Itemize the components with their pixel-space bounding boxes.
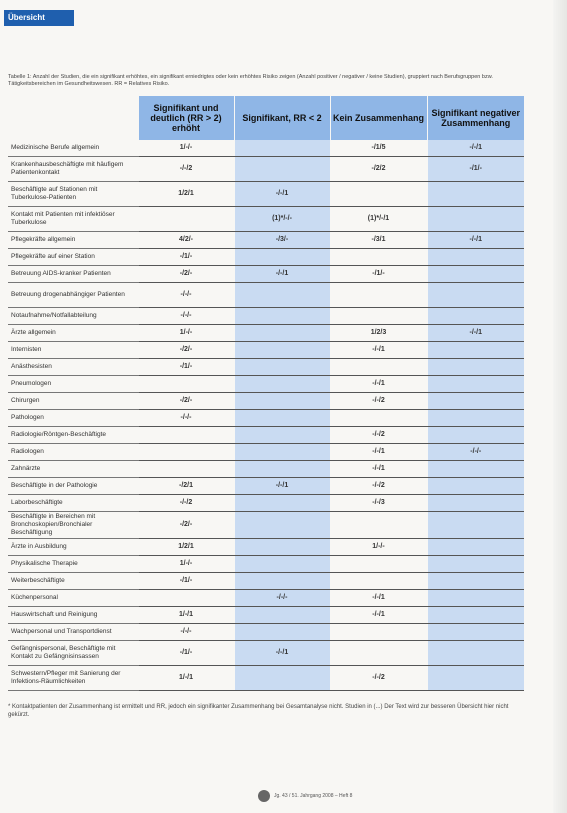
table-cell: -/-/2 xyxy=(138,157,234,182)
column-header: Signifikant und deutlich (RR > 2) erhöht xyxy=(138,96,234,140)
table-body xyxy=(8,140,524,691)
table-cell xyxy=(427,573,524,590)
section-tag: Übersicht xyxy=(4,10,74,26)
table-cell xyxy=(138,376,234,393)
table-row xyxy=(8,182,524,207)
table-cell: -/-/1 xyxy=(427,140,524,157)
row-label: Beschäftigte auf Stationen mit Tuberkulose-Patienten xyxy=(8,182,138,207)
table-cell: -/2/- xyxy=(138,393,234,410)
table-cell: -/-/1 xyxy=(330,376,427,393)
table-cell: -/-/1 xyxy=(330,590,427,607)
table-cell: -/-/- xyxy=(138,624,234,641)
table-row xyxy=(8,624,524,641)
table-cell xyxy=(234,376,330,393)
table-cell xyxy=(234,249,330,266)
table-cell xyxy=(234,666,330,691)
table-row xyxy=(8,359,524,376)
row-label: Pflegekräfte auf einer Station xyxy=(8,249,138,266)
table-cell xyxy=(138,444,234,461)
table-cell: -/-/1 xyxy=(330,461,427,478)
row-label: Beschäftigte in Bereichen mit Bronchoskopien/Bronchialer Beschäftigung xyxy=(8,512,138,539)
table-cell xyxy=(427,461,524,478)
table-row xyxy=(8,283,524,308)
page-number xyxy=(258,790,270,802)
table-cell: -/2/1 xyxy=(138,478,234,495)
table-cell: 1/2/3 xyxy=(330,325,427,342)
table-cell xyxy=(234,410,330,427)
page-edge xyxy=(553,0,567,813)
row-label: Wachpersonal und Transportdienst xyxy=(8,624,138,641)
table-cell: 1/2/1 xyxy=(138,539,234,556)
table-cell: -/-/2 xyxy=(138,495,234,512)
table-cell xyxy=(427,607,524,624)
row-label: Medizinische Berufe allgemein xyxy=(8,140,138,157)
table-cell xyxy=(427,359,524,376)
row-label: Pflegekräfte allgemein xyxy=(8,232,138,249)
row-label: Gefängnispersonal, Beschäftigte mit Kontakt zu Gefängnisinsassen xyxy=(8,641,138,666)
table-cell: -/-/2 xyxy=(330,393,427,410)
table-cell: 1/-/- xyxy=(138,140,234,157)
table-row xyxy=(8,140,524,157)
row-label: Pneumologen xyxy=(8,376,138,393)
table-cell: 1/-/- xyxy=(330,539,427,556)
table-cell: -/-/1 xyxy=(330,342,427,359)
table-cell xyxy=(234,512,330,539)
table-row xyxy=(8,573,524,590)
table-cell: (1)*/-/- xyxy=(234,207,330,232)
table-cell: -/1/- xyxy=(138,359,234,376)
table-cell: -/-/- xyxy=(234,590,330,607)
table-cell xyxy=(138,461,234,478)
table-cell xyxy=(234,157,330,182)
table-row xyxy=(8,539,524,556)
row-label: Chirurgen xyxy=(8,393,138,410)
table-cell xyxy=(234,427,330,444)
table-cell: 1/-/1 xyxy=(138,607,234,624)
table-cell: -/1/- xyxy=(138,641,234,666)
table-cell xyxy=(234,308,330,325)
row-label: Radiologen xyxy=(8,444,138,461)
table-row xyxy=(8,495,524,512)
table-cell xyxy=(330,308,427,325)
table-row xyxy=(8,427,524,444)
table-cell xyxy=(234,393,330,410)
table-cell xyxy=(330,359,427,376)
table-row xyxy=(8,393,524,410)
column-header: Kein Zusammenhang xyxy=(330,96,427,140)
journal-line: Jg. 43 / 51. Jahrgang 2008 – Heft 8 xyxy=(274,793,353,799)
row-label: Küchenpersonal xyxy=(8,590,138,607)
table-cell xyxy=(427,342,524,359)
header-blank xyxy=(8,96,138,140)
table-cell: 1/2/1 xyxy=(138,182,234,207)
row-label: Kontakt mit Patienten mit infektiöser Tuberkulose xyxy=(8,207,138,232)
row-label: Betreuung drogenabhängiger Patienten xyxy=(8,283,138,308)
table-cell xyxy=(330,283,427,308)
table-cell: -/2/- xyxy=(138,342,234,359)
table-cell xyxy=(234,539,330,556)
table-cell xyxy=(427,666,524,691)
table-cell xyxy=(427,207,524,232)
table-cell: -/3/1 xyxy=(330,232,427,249)
table-cell: -/1/5 xyxy=(330,140,427,157)
table-cell xyxy=(234,573,330,590)
page-footer xyxy=(258,790,352,802)
table-cell xyxy=(234,624,330,641)
table-cell xyxy=(427,182,524,207)
table-row xyxy=(8,325,524,342)
table-cell: -/2/- xyxy=(138,512,234,539)
table-cell xyxy=(427,308,524,325)
table-cell xyxy=(234,556,330,573)
table-cell xyxy=(234,461,330,478)
row-label: Zahnärzte xyxy=(8,461,138,478)
row-label: Schwestern/Pfleger mit Sanierung der Infektions-Räumlichkeiten xyxy=(8,666,138,691)
table-cell xyxy=(427,495,524,512)
table-cell xyxy=(330,182,427,207)
table-row xyxy=(8,666,524,691)
row-label: Beschäftigte in der Pathologie xyxy=(8,478,138,495)
table-row xyxy=(8,512,524,539)
table-row xyxy=(8,410,524,427)
table-row xyxy=(8,461,524,478)
table-cell: -/-/1 xyxy=(234,182,330,207)
row-label: Anästhesisten xyxy=(8,359,138,376)
table-cell xyxy=(330,410,427,427)
table-cell xyxy=(138,207,234,232)
table-cell xyxy=(427,410,524,427)
table-cell xyxy=(427,512,524,539)
table-cell: -/-/1 xyxy=(330,444,427,461)
table-cell: -/1/- xyxy=(330,266,427,283)
row-label: Ärzte allgemein xyxy=(8,325,138,342)
table-cell: -/-/3 xyxy=(330,495,427,512)
row-label: Laborbeschäftigte xyxy=(8,495,138,512)
table-cell xyxy=(330,624,427,641)
table-cell: 1/-/- xyxy=(138,325,234,342)
table-row xyxy=(8,376,524,393)
table-row xyxy=(8,641,524,666)
table-cell xyxy=(234,444,330,461)
table-cell: -/-/1 xyxy=(234,266,330,283)
table-cell xyxy=(427,266,524,283)
table-cell xyxy=(427,393,524,410)
table-cell: 1/-/1 xyxy=(138,666,234,691)
row-label: Radiologie/Röntgen-Beschäftigte xyxy=(8,427,138,444)
row-label: Weiterbeschäftigte xyxy=(8,573,138,590)
table-cell xyxy=(427,427,524,444)
table-row xyxy=(8,266,524,283)
table-row xyxy=(8,308,524,325)
table-cell: -/1/- xyxy=(138,573,234,590)
table-cell xyxy=(138,590,234,607)
table-cell: -/2/- xyxy=(138,266,234,283)
table-row xyxy=(8,207,524,232)
row-label: Betreuung AIDS-kranker Patienten xyxy=(8,266,138,283)
table-caption: Tabelle 1: Anzahl der Studien, die ein signifikant erhöhtes, ein signifikant erniedrigtes oder kein erhöhtes Risiko zeigen (Anzahl positiver / negativer / keine Studien), gruppiert nach Berufsgruppen bzw. Tätigkeitsbereichen im Gesundheitswesen. RR = Relatives Risiko. xyxy=(8,74,493,87)
table-cell xyxy=(427,624,524,641)
table-cell xyxy=(138,427,234,444)
table-cell xyxy=(234,342,330,359)
table-cell: -/-/1 xyxy=(330,607,427,624)
table-cell xyxy=(330,573,427,590)
table-cell: -/3/- xyxy=(234,232,330,249)
table-row xyxy=(8,478,524,495)
table-cell xyxy=(234,607,330,624)
table-cell xyxy=(330,249,427,266)
table-cell: -/1/- xyxy=(427,157,524,182)
table-cell xyxy=(330,641,427,666)
table-row xyxy=(8,232,524,249)
table-cell xyxy=(427,539,524,556)
table-cell xyxy=(330,512,427,539)
table-cell: -/-/- xyxy=(138,410,234,427)
row-label: Pathologen xyxy=(8,410,138,427)
table-row xyxy=(8,607,524,624)
table-cell: -/-/1 xyxy=(427,325,524,342)
table-cell: -/-/2 xyxy=(330,427,427,444)
footnote: * Kontaktpatienten der Zusammenhang ist ermittelt und RR, jedoch ein signifikanter Zusammenhang bei Gesamtanalyse nicht. Studien in (...) Der Text wird zur besseren Übersicht hier nicht gekürzt. xyxy=(8,704,509,718)
table-cell xyxy=(234,359,330,376)
header-row xyxy=(8,96,524,140)
table-cell xyxy=(234,325,330,342)
table-cell xyxy=(427,376,524,393)
table-cell: -/-/1 xyxy=(427,232,524,249)
table-cell xyxy=(427,478,524,495)
table-row xyxy=(8,444,524,461)
table-cell xyxy=(234,495,330,512)
results-table xyxy=(8,96,524,691)
table-row xyxy=(8,157,524,182)
table-cell: -/-/1 xyxy=(234,478,330,495)
table-cell xyxy=(427,283,524,308)
table-cell: 1/-/- xyxy=(138,556,234,573)
table-cell xyxy=(330,556,427,573)
table-cell: -/-/- xyxy=(427,444,524,461)
table-row xyxy=(8,249,524,266)
row-label: Internisten xyxy=(8,342,138,359)
table-cell: (1)*/-/1 xyxy=(330,207,427,232)
table-cell: -/-/1 xyxy=(234,641,330,666)
row-label: Notaufnahme/Notfallabteilung xyxy=(8,308,138,325)
table-cell: 4/2/- xyxy=(138,232,234,249)
table-cell xyxy=(427,556,524,573)
table-cell xyxy=(427,249,524,266)
table-cell: -/-/- xyxy=(138,283,234,308)
table-row xyxy=(8,590,524,607)
table-cell xyxy=(234,283,330,308)
table-cell xyxy=(234,140,330,157)
table-row xyxy=(8,556,524,573)
row-label: Physikalische Therapie xyxy=(8,556,138,573)
table-cell: -/1/- xyxy=(138,249,234,266)
table-cell: -/-/- xyxy=(138,308,234,325)
table-cell: -/2/2 xyxy=(330,157,427,182)
table-row xyxy=(8,342,524,359)
table-cell xyxy=(427,641,524,666)
row-label: Krankenhausbeschäftigte mit häufigem Patientenkontakt xyxy=(8,157,138,182)
table-cell xyxy=(427,590,524,607)
column-header: Signifikant, RR < 2 xyxy=(234,96,330,140)
row-label: Ärzte in Ausbildung xyxy=(8,539,138,556)
column-header: Signifikant negativer Zusammenhang xyxy=(427,96,524,140)
table-cell: -/-/2 xyxy=(330,666,427,691)
row-label: Hauswirtschaft und Reinigung xyxy=(8,607,138,624)
table-cell: -/-/2 xyxy=(330,478,427,495)
